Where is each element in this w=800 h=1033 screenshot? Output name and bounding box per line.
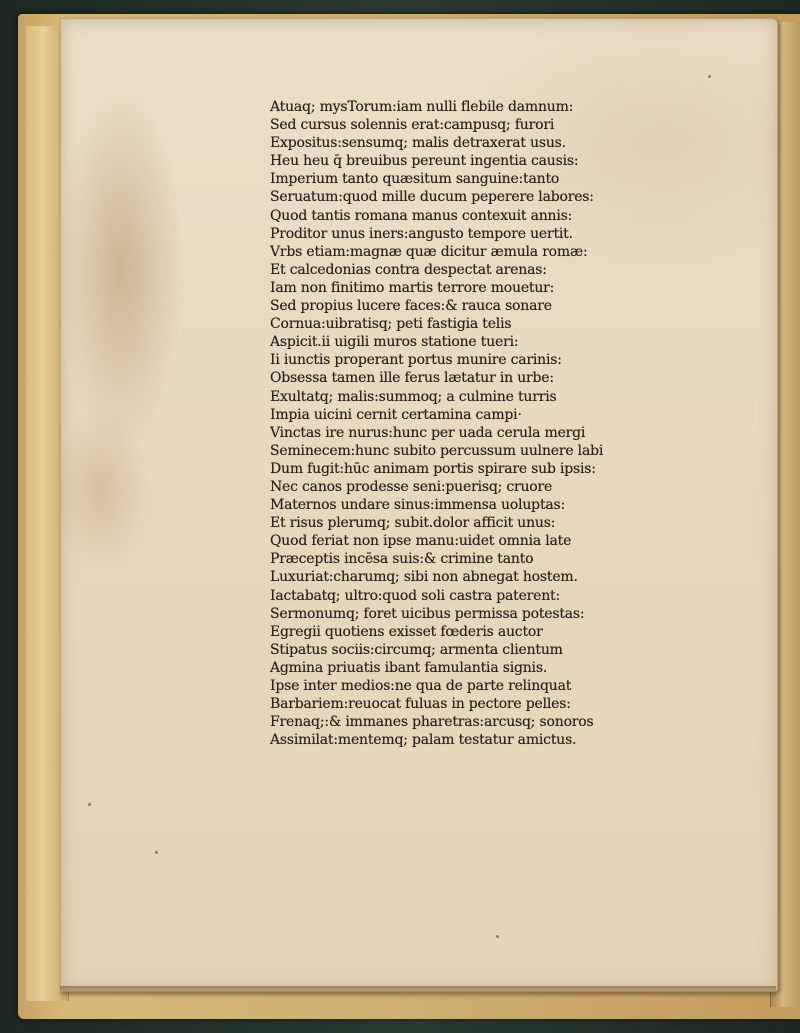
text-line: Sed propius lucere faces:& rauca sonare (270, 298, 552, 315)
text-line: Agmina priuatis ibant famulantia signis. (270, 659, 548, 676)
paper-speck (155, 851, 158, 854)
text-line: Præceptis incēsa suis:& crimine tanto (270, 551, 534, 568)
text-line: Et calcedonias contra despectat arenas: (270, 261, 547, 278)
text-line: Barbariem:reuocat fuluas in pectore pelles: (270, 696, 571, 713)
text-line: Expositus:sensumq; malis detraxerat usus. (270, 135, 566, 152)
text-line: Imperium tanto quæsitum sanguine:tanto (270, 171, 560, 188)
text-line: Luxuriat:charumq; sibi non abnegat hostem. (270, 569, 578, 586)
paper-speck (496, 935, 499, 938)
text-line: Sermonumq; foret uicibus permissa potestas: (270, 605, 585, 622)
text-line: Quod tantis romana manus contexuit annis: (270, 207, 573, 224)
text-line: Iactabatq; ultro:quod soli castra paterent: (270, 587, 560, 604)
text-line: Atuaq; mysTorum:iam nulli flebile damnum: (270, 99, 574, 115)
text-line: Maternos undare sinus:immensa uoluptas: (270, 497, 566, 514)
paper-speck (708, 75, 711, 78)
page-bottom-shadow (60, 986, 776, 998)
text-block (270, 98, 650, 749)
text-line: Aspicit.ii uigili muros statione tueri: (270, 334, 519, 351)
text-line: Seruatum:quod mille ducum peperere labores: (270, 189, 594, 206)
text-line: Vrbs etiam:magnæ quæ dicitur æmula romæ: (270, 243, 588, 260)
text-line: Assimilat:mentemq; palam testatur amictus. (270, 732, 577, 749)
text-line: Stipatus sociis:circumq; armenta clientum (270, 641, 563, 658)
text-line: Quod feriat non ipse manu:uidet omnia late (270, 533, 572, 550)
text-line: Proditor unus iners:angusto tempore uertit. (270, 225, 573, 242)
text-line: Seminecem:hunc subito percussum uulnere labi (270, 442, 604, 459)
paper-speck (88, 803, 91, 806)
text-line: Frenaq;:& immanes pharetras:arcusq; sonoros (270, 714, 594, 731)
text-line: Ii iunctis properant portus munire carinis: (270, 352, 562, 369)
text-line: Et risus plerumq; subit.dolor afficit unus: (270, 515, 556, 532)
text-line: Vinctas ire nurus:hunc per uada cerula mergi (270, 424, 586, 441)
text-line: Impia uicini cernit certamina campi· (270, 406, 522, 423)
text-line: Sed cursus solennis erat:campusq; furori (270, 117, 555, 134)
text-line: Egregii quotiens exisset fœderis auctor (270, 623, 543, 640)
text-line: Nec canos prodesse seni:puerisq; cruore (270, 478, 553, 495)
text-line: Cornua:uibratisq; peti fastigia telis (270, 316, 512, 333)
text-line: Dum fugit:hūc animam portis spirare sub ipsis: (270, 460, 596, 477)
text-line: Obsessa tamen ille ferus lætatur in urbe: (270, 370, 554, 387)
text-line: Heu heu q̄ breuibus pereunt ingentia causis: (270, 153, 579, 170)
text-line: Iam non finitimo martis terrore mouetur: (270, 279, 555, 296)
text-line: Exultatq; malis:summoq; a culmine turris (270, 388, 557, 405)
text-line: Ipse inter medios:ne qua de parte relinquat (270, 678, 572, 694)
